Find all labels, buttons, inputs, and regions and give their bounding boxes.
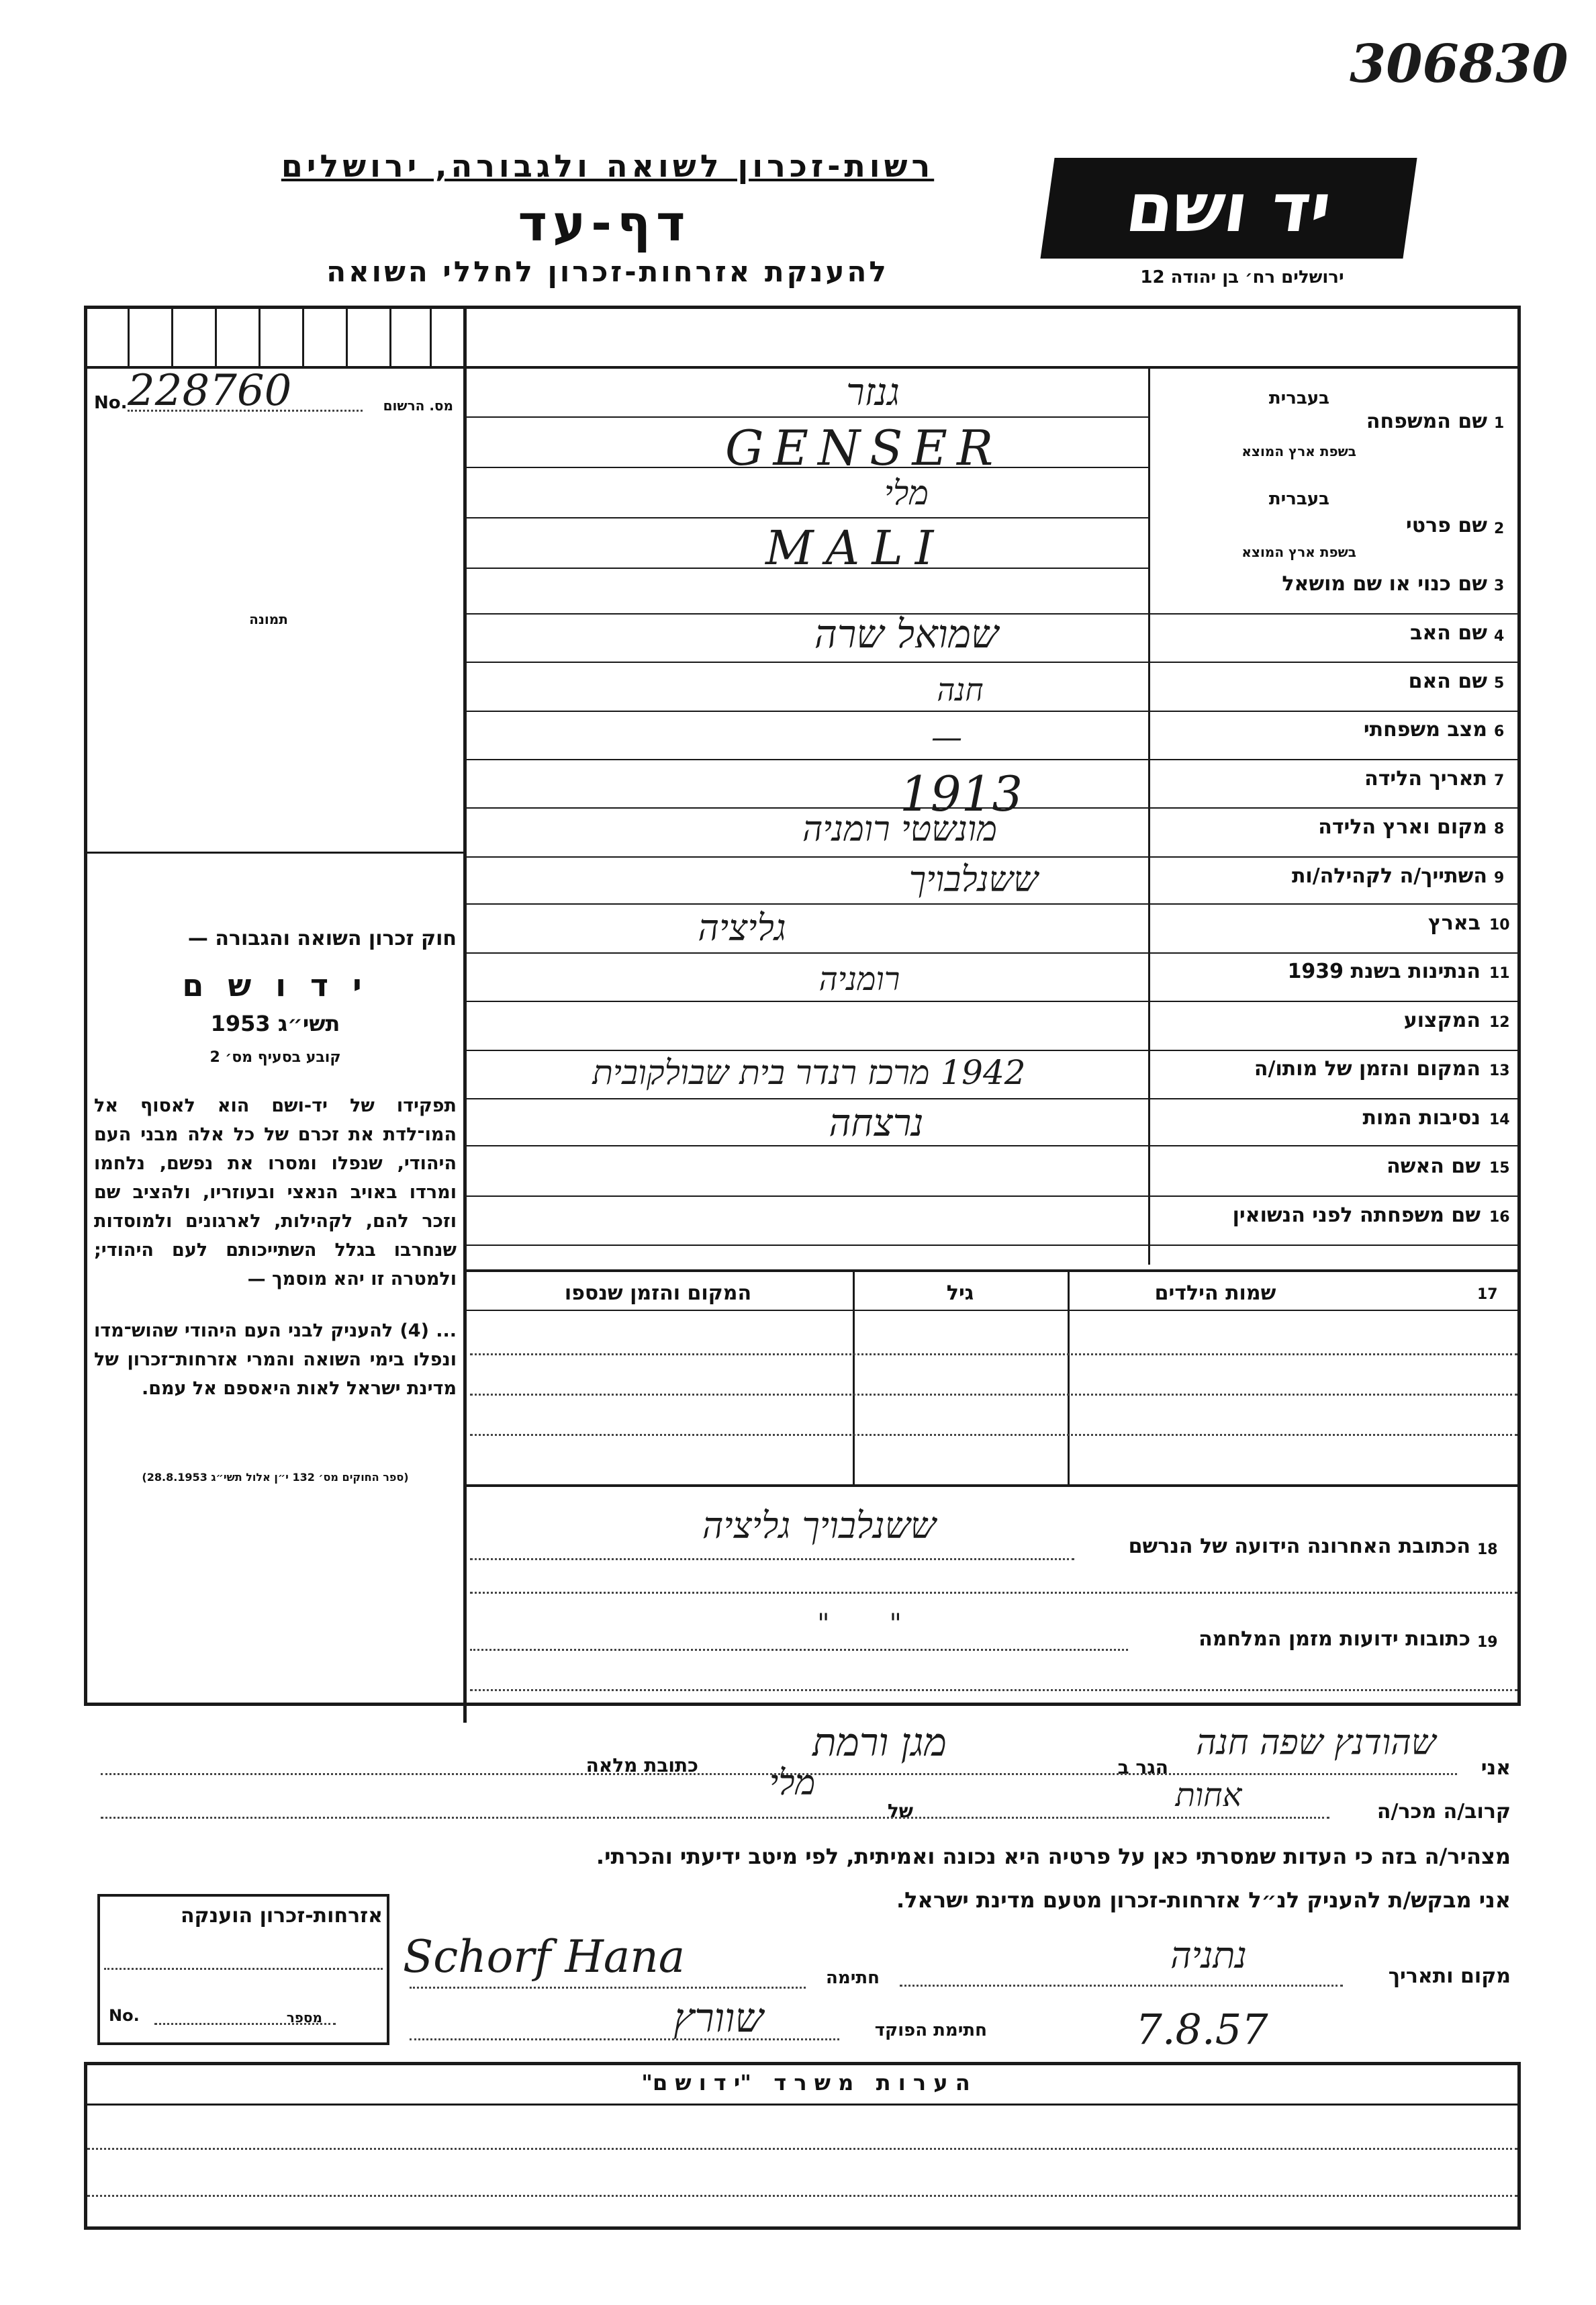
field-2-number: 2 <box>1494 521 1505 537</box>
field-1-value-hebrew: גנזר <box>846 371 900 414</box>
field-13-label: המקום והזמן של מותו/ה <box>1254 1057 1481 1081</box>
field-19-label: כתובות ידועות מזמן המלחמה <box>1199 1627 1470 1651</box>
place-date-label: מקום ותאריך <box>1388 1964 1511 1988</box>
signature-line <box>410 1987 806 1989</box>
signature-value: Schorf Hana <box>403 1931 686 1983</box>
top-strip-tick <box>259 308 261 367</box>
children-row <box>470 1394 1517 1396</box>
field-18-label: הכתובת האחרונה הידועה של הנרשם <box>1128 1535 1470 1558</box>
declaration-name: שהודנץ שפה חנה <box>1196 1723 1436 1763</box>
field-19-line <box>470 1649 1128 1651</box>
children-header-names: שמות הילדים <box>1154 1281 1276 1305</box>
field-12-label: המקצוע <box>1403 1009 1481 1032</box>
field-7-value: 1913 <box>900 766 1023 822</box>
row-line <box>465 856 1521 858</box>
field-16-number: 16 <box>1489 1209 1510 1226</box>
field-10-label: בארץ <box>1427 911 1481 935</box>
field-11-number: 11 <box>1489 965 1510 982</box>
field-5-value: חנה <box>937 672 984 708</box>
law-name: י ד ו ש ם <box>182 967 369 1003</box>
field-1-value-origin: GENSER <box>725 420 1003 476</box>
yad-vashem-logo <box>1040 158 1417 259</box>
office-notes-title: ה ע ר ו ת מ ש ר ד "י ד ו ש ם" <box>641 2070 970 2095</box>
field-5-label: שם האם <box>1408 670 1487 693</box>
field-15-label: שם האשה <box>1387 1155 1481 1178</box>
field-8-number: 8 <box>1494 821 1505 838</box>
field-19-line-2 <box>470 1689 1517 1691</box>
document-subtitle: להענקת אזרחות-זכרון לחללי השואה <box>326 255 889 288</box>
row-line <box>465 903 1521 905</box>
field-3-label: שם כנוי או שם מושאל <box>1282 572 1487 596</box>
field-19-value: " " <box>817 1609 902 1639</box>
field-2-value-hebrew: מלי <box>884 473 929 512</box>
declaration-relative: קרוב/ה מכר/ה <box>1376 1800 1511 1823</box>
archive-number: 306830 <box>1350 34 1568 95</box>
declaration-of: של <box>887 1800 913 1822</box>
signature-label: חתימה <box>826 1968 880 1988</box>
field-7-label: תאריך הלידה <box>1364 767 1487 790</box>
row-line <box>465 662 1521 663</box>
children-table-top <box>465 1269 1521 1272</box>
declaration-resident: הגר ב <box>1117 1756 1168 1778</box>
date-value: 7.8.57 <box>1135 2005 1268 2054</box>
field-13-value: 1942 מרכז רנדר בית שבולקובית <box>592 1053 1026 1092</box>
officer-signature-line <box>410 2038 839 2040</box>
row-line <box>465 1001 1521 1002</box>
field-2-sub-origin: בשפת ארץ המוצא <box>1241 544 1356 560</box>
field-6-number: 6 <box>1494 723 1505 740</box>
officer-signature-label: חתימת הפוקד <box>874 2020 987 2040</box>
field-9-number: 9 <box>1494 870 1505 887</box>
top-strip-tick <box>171 308 173 367</box>
field-6-label: מצב משפחתי <box>1363 718 1487 741</box>
law-title: חוק זכרון השואה והגבורה — <box>187 927 457 950</box>
place-value: נתניה <box>1170 1934 1247 1977</box>
label-column-divider <box>1148 368 1150 1265</box>
law-paragraph-1: תפקידו של יד-ושם הוא לאסוף אל המו־לדת את זכרם של כל אלה מבני העם היהודי, שנפלו ומסרו את נפשם, נלחמו ומרדו באויב הנאצי ובעוזריו, ולהציב שם וזכר להם, לקהילות, לארגונים ולמוסדות שנחרבו בגלל השתייכותם לעם היהודי; ולמטרה זו יהא מוסמך — <box>94 1095 457 1290</box>
field-1-sub-hebrew: בעברית <box>1268 388 1329 408</box>
row-line <box>465 1195 1521 1197</box>
children-row <box>470 1353 1517 1355</box>
top-strip-tick <box>215 308 217 367</box>
field-2-sub-hebrew: בעברית <box>1268 489 1329 509</box>
row-line <box>465 1245 1521 1246</box>
officer-signature-value: שוורץ <box>673 1995 763 2042</box>
law-year: תשי״ג 1953 <box>210 1011 340 1036</box>
certificate-number-line <box>154 2023 336 2025</box>
authority-heading: רשות-זכרון לשואה ולגבורה, ירושלים <box>281 148 935 184</box>
field-8-value: מונשטי רומניה <box>802 809 998 850</box>
row-line <box>465 1098 1521 1099</box>
field-2-label: שם פרטי <box>1405 514 1487 537</box>
certificate-number-label: מספר <box>286 2009 322 2026</box>
field-13-number: 13 <box>1489 1063 1510 1079</box>
field-14-value: נרצחה <box>829 1101 924 1145</box>
notes-frame <box>84 2062 1521 2230</box>
row-line <box>465 711 1521 712</box>
top-strip-tick <box>302 308 304 367</box>
top-strip-tick <box>128 308 130 367</box>
place-date-line <box>900 1985 1343 1987</box>
row-line <box>465 517 1148 518</box>
field-4-value: שמואל שרה <box>814 611 999 657</box>
photo-label: תמונה <box>249 611 288 627</box>
logo-text: יד ושם <box>1121 169 1336 247</box>
field-3-number: 3 <box>1494 578 1505 594</box>
field-15-number: 15 <box>1489 1160 1510 1177</box>
row-line <box>465 759 1521 760</box>
certificate-title: אזרחות-זכרון הוענקה <box>180 1904 383 1928</box>
field-6-value: — <box>931 719 962 755</box>
field-18-number: 18 <box>1477 1541 1498 1558</box>
row-line <box>465 416 1148 418</box>
address-line: ירושלים רח׳ בן יהודה 12 <box>1140 267 1344 287</box>
certificate-line <box>104 1968 383 1970</box>
field-17-number: 17 <box>1477 1286 1498 1303</box>
children-row <box>470 1434 1517 1436</box>
law-paragraph-2: ... (4) להעניק לבני העם היהודי שהוש־מדו ונפלו בימי השואה והמרי אזרחות־זכרון של מדינת ישראל לאות היאספם אל עמם. <box>94 1320 457 1399</box>
row-line <box>465 1050 1521 1051</box>
field-12-number: 12 <box>1489 1014 1510 1031</box>
children-header-age: גיל <box>946 1281 974 1305</box>
children-col-divider <box>1068 1269 1070 1484</box>
registration-prefix: No. <box>94 393 128 413</box>
top-strip-tick <box>346 308 348 367</box>
certificate-no: No. <box>109 2006 140 2025</box>
field-10-value: גליציה <box>698 907 786 949</box>
field-11-label: הנתינות בשנת 1939 <box>1287 960 1481 983</box>
field-14-label: נסיבות המות <box>1362 1106 1481 1130</box>
top-strip-tick <box>430 308 432 367</box>
field-18-line <box>470 1558 1074 1560</box>
field-5-number: 5 <box>1494 675 1505 692</box>
children-table-bottom <box>465 1484 1521 1487</box>
field-7-number: 7 <box>1494 772 1505 789</box>
registration-number: 228760 <box>128 366 292 416</box>
declaration-statement-1: מצהיר/ה בזה כי העדות שמסרתי כאן על פרטיה היא נכונה ואמיתית, לפי מיטב ידיעתי והכרתי. <box>596 1844 1511 1869</box>
field-4-label: שם האב <box>1410 621 1487 645</box>
declaration-statement-2: אני מבקש/ת להעניק לנ״ל אזרחות-זכרון מטעם מדינת ישראל. <box>896 1887 1511 1913</box>
field-1-label: שם המשפחה <box>1366 410 1487 433</box>
field-19-number: 19 <box>1477 1634 1498 1651</box>
field-10-number: 10 <box>1489 917 1510 934</box>
children-header-place: המקום והזמן שנספו <box>564 1281 752 1305</box>
declaration-resident-value: מגן ורמת <box>812 1719 947 1765</box>
declaration-line-2 <box>101 1817 1329 1819</box>
field-4-number: 4 <box>1494 628 1505 645</box>
row-line <box>465 1145 1521 1146</box>
field-1-sub-origin: בשפת ארץ המוצא <box>1241 443 1356 459</box>
field-9-label: השתייך/ה לקהילה/ות <box>1291 864 1487 888</box>
law-footnote: (ספר החוקים מס׳ 132 י״ן אלול תשי״ג 28.8.1953) <box>142 1471 409 1484</box>
field-11-value: רומניה <box>818 960 900 998</box>
children-col-divider <box>853 1269 855 1484</box>
registration-label: מס. הרשום <box>383 398 453 414</box>
field-1-number: 1 <box>1494 415 1505 432</box>
field-18-value: ששנלבויך גליציה <box>702 1504 937 1547</box>
top-strip-divider <box>84 366 1521 369</box>
field-16-label: שם משפחתה לפני הנשואין <box>1232 1204 1481 1227</box>
field-14-number: 14 <box>1489 1112 1510 1128</box>
declaration-ani: אני <box>1481 1756 1511 1780</box>
document-title: דף-עד <box>518 195 691 253</box>
law-clause: קובע בסעיף מס׳ 2 <box>209 1049 341 1066</box>
registration-line <box>128 410 363 412</box>
declaration-of-value: מלי <box>769 1763 816 1803</box>
declaration-relative-value: אחות <box>1175 1776 1242 1814</box>
field-18-line-2 <box>470 1592 1517 1594</box>
declaration-full-address: כתובת מלאה <box>585 1754 698 1776</box>
field-2-value-origin: MALI <box>765 521 946 576</box>
children-table-header-bottom <box>465 1310 1521 1311</box>
photo-box-bottom <box>84 852 463 854</box>
top-strip-tick <box>389 308 391 367</box>
field-9-value: ששנלבויך <box>908 860 1039 900</box>
page-bottom-strip <box>84 2226 1521 2230</box>
field-8-label: מקום וארץ הלידה <box>1318 815 1487 839</box>
row-line <box>465 952 1521 954</box>
